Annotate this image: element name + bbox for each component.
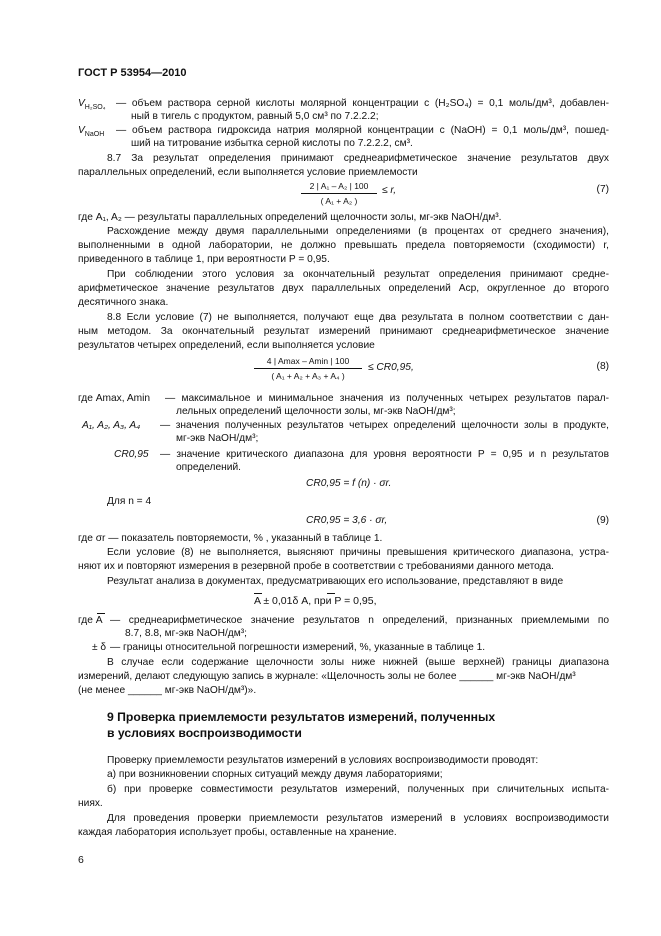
docs-paragraph: Результат анализа в документах, предусматривающих его использование, представляют в виде [107,576,564,587]
discrepancy-line1: Расхождение между двумя параллельными определениями (в процентах от среднего значения), [107,226,609,237]
eq9-number: (9) [596,515,609,526]
final-line3: десятичного знака. [78,297,169,308]
eq8-numerator: 4 | Amax – Amin | 100 [254,355,362,369]
eq7-relation: ≤ r, [382,185,397,196]
discrepancy-line2: выполненными в одной лаборатории, не должно превышать предела повторяемости (сходимости) r, [78,240,609,251]
page-number: 6 [78,854,84,866]
p87-line1: 8.7 За результат определения принимают среднеарифметическое значение результатов двух [107,153,609,164]
final-line1: При соблюдении этого условия за окончательный результат определения принимают средне- [107,269,609,280]
overline-a2 [327,593,335,594]
def-delta-line1: — границы относительной погрешности измерений, %, указанные в таблице 1. [110,642,486,653]
section9-title-line2: в условиях воспроизводимости [107,726,302,740]
eq8-denominator: ( A₁ + A₂ + A₃ + A₄ ) [271,371,345,381]
eq8-number: (8) [596,361,609,372]
eq9-formula: CR0,95 = 3,6 · σr, [306,515,388,526]
eq7-numerator: 2 | A₁ – A₂ | 100 [301,180,377,194]
symbol-v-h2so4: $V_{H_2SO_4}$ [78,98,106,112]
eq7-denominator: ( A₁ + A₂ ) [320,196,358,206]
for-n-4: Для n = 4 [107,496,152,507]
discrepancy-line3: приведенного в таблице 1, при вероятности P = 0,95. [78,254,330,265]
p88-line1: 8.8 Если условие (7) не выполняется, получают еще два результата в полном соответствии с дан- [107,312,609,323]
def-vh2so4-line1: — объем раствора серной кислоты молярной концентрации с (H₂SO₄) = 0,1 моль/дм³, добавлен- [116,98,609,109]
def-amax-line2: лельных определений щелочности золы, мг-экв NaOH/дм³; [176,406,456,417]
journal-line2: измерений, делают следующую запись в журнале: «Щелочность золы не более ______ мг-экв NaOH/дм³ [78,671,576,682]
p88-line3: результатов четырех определений, если выполняется условие [78,340,375,351]
def-cr-line2: определений. [176,462,242,473]
journal-line1: В случае если содержание щелочности золы ниже нижней (выше верхней) границы диапазона [107,657,609,668]
def-cr-line1: — значение критического диапазона для уровня вероятности P = 0,95 и n результатов [160,449,609,460]
p88-line2: ным методом. За окончательный результат измерений принимают среднеарифметическое значение [78,326,609,337]
symbol-cr: CR0,95 [114,449,149,460]
s9-item-b-line2: ниях. [78,798,103,809]
s9-last-line1: Для проведения проверки приемлемости результатов измерений в условиях воспроизводимости [107,813,609,824]
s9-item-a: а) при возникновении спорных ситуаций между двумя лабораториями; [107,769,443,780]
eq-result: A ± 0,01δ A, при P = 0,95, [254,595,377,607]
s9-item-b-line1: б) при проверке совместимости результатов измерений, полученных при сличительных испыта- [107,784,609,795]
eq7-fraction [301,180,377,207]
final-line2: арифметическое значение результатов двух параллельных определений Aср, округленное до второго [78,283,609,294]
def-a1a4-line2: мг-экв NaOH/дм³; [176,433,259,444]
overline-a1 [254,593,262,594]
symbol-abar: где A [78,615,103,626]
def-vh2so4-line2: ный в тигель с продуктом, равный 5,0 см³ по 7.2.2.2; [131,111,379,122]
section9-title-line1: 9 Проверка приемлемости результатов измерений, полученных [107,710,496,724]
cond8-line1: Если условие (8) не выполняется, выясняют причины превышения критического диапазона, устра- [107,547,609,558]
def-vnaoh-line2: ший на титрование избытка серной кислоты по 7.2.2.2, см³. [131,138,413,149]
def-abar-line1: — среднеарифметическое значение результатов n определений, признанных приемлемыми по [110,615,609,626]
document-header: ГОСТ Р 53954—2010 [78,67,187,79]
s9-intro: Проверку приемлемости результатов измерений в условиях воспроизводимости проводят: [107,755,539,766]
def-amax-line1: — максимальное и минимальное значения из полученных четырех результатов парал- [165,393,609,404]
eq-cr-function: CR0,95 = f (n) · σr. [306,478,392,489]
symbol-v-naoh: $V_{NaOH}$ [78,125,105,139]
cond8-line2: няют их и повторяют измерения в резервной пробе в соответствии с требованиями данного метода. [78,561,555,572]
symbol-delta: ± δ [92,642,107,653]
eq7-number: (7) [596,184,609,195]
eq8-relation: ≤ CR0,95, [368,362,414,373]
journal-line3: (не менее ______ мг-экв NaOH/дм³)». [78,685,257,696]
def-a1a4-line1: — значения полученных результатов четырех определений щелочности золы в продукте, [160,420,609,431]
overline-a3 [97,613,105,614]
def-vnaoh-line1: — объем раствора гидроксида натрия молярной концентрации с (NaOH) = 0,1 моль/дм³, пошед- [116,125,609,136]
def-abar-line2: 8.7, 8.8, мг-экв NaOH/дм³; [125,628,247,639]
symbol-amax-amin: где Amax, Amin [78,393,151,404]
eq8-fraction [254,355,362,382]
s9-last-line2: каждая лаборатория использует пробы, оставленные на хранение. [78,827,397,838]
p87-line2: параллельных определений, если выполняется условие приемлемости [78,167,418,178]
where-a1-a2: где A₁, A₂ — результаты параллельных определений щелочности золы, мг-экв NaOH/дм³. [78,212,502,223]
symbol-a1-a4: A₁, A₂, A₃, A₄ [82,420,141,431]
where-sigma: где σr — показатель повторяемости, % , указанный в таблице 1. [78,533,383,544]
